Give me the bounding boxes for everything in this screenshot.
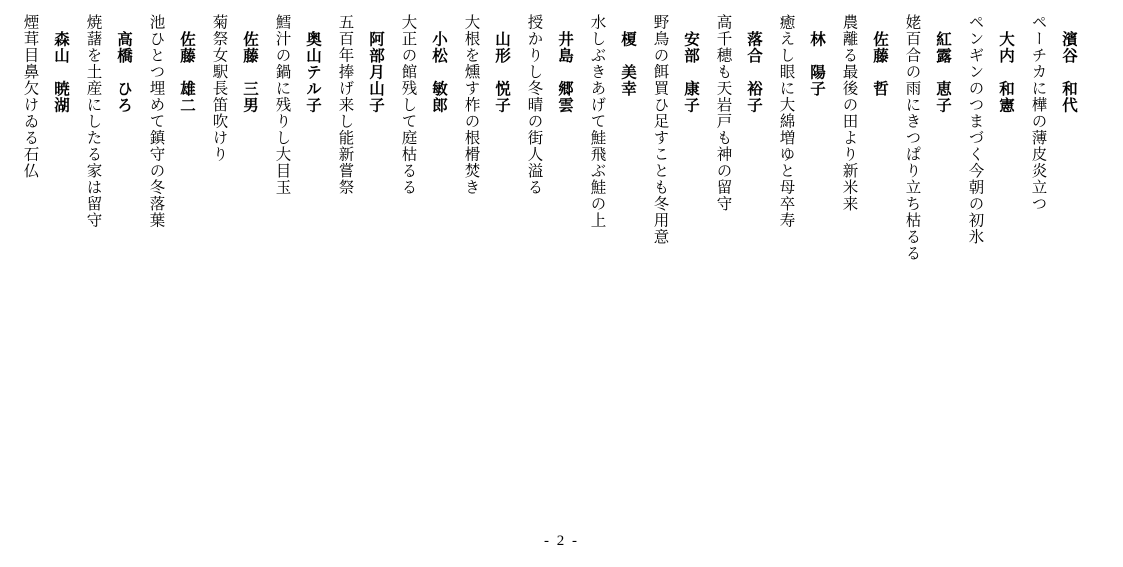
haiku-text: 焼藷を土産にしたる家は留守	[84, 14, 103, 229]
haiku-entry	[455, 14, 518, 514]
author-name: 小松 敏郎	[430, 31, 449, 114]
haiku-text: 野鳥の餌買ひ足すことも冬用意	[651, 14, 670, 245]
author-name: 阿部月山子	[367, 31, 386, 114]
haiku-entry	[1022, 14, 1085, 514]
author-name: 濱谷 和代	[1060, 31, 1079, 114]
haiku-entry	[266, 14, 329, 514]
haiku-entry	[896, 14, 959, 514]
haiku-text: 五百年捧げ来し能新嘗祭	[336, 14, 355, 196]
haiku-text: 煙茸目鼻欠けゐる石仏	[21, 14, 40, 179]
author-name: 佐藤 雄二	[178, 31, 197, 114]
author-name: 林 陽子	[808, 31, 827, 97]
haiku-entry	[833, 14, 896, 514]
page-number: - 2 -	[544, 533, 579, 549]
haiku-entry	[14, 14, 77, 514]
haiku-text: ペーチカに樺の薄皮炎立つ	[1029, 14, 1048, 212]
author-name: 榎 美幸	[619, 31, 638, 97]
author-name: 安部 康子	[682, 31, 701, 114]
author-name: 森山 暁湖	[52, 31, 71, 114]
author-name: 紅露 恵子	[934, 31, 953, 114]
author-name: 大内 和憲	[997, 31, 1016, 114]
author-name: 佐藤 哲	[871, 31, 890, 97]
haiku-entry	[644, 14, 707, 514]
haiku-text: 農離る最後の田より新米来	[840, 14, 859, 212]
haiku-text: ペンギンのつまづく今朝の初氷	[966, 14, 985, 245]
haiku-entry	[329, 14, 392, 514]
haiku-entry	[707, 14, 770, 514]
haiku-text: 菊祭女駅長笛吹けり	[210, 14, 229, 163]
haiku-entry	[518, 14, 581, 514]
author-name: 井島 郷雲	[556, 31, 575, 114]
haiku-text: 鱈汁の鍋に残りし大目玉	[273, 14, 292, 196]
haiku-text: 大根を燻す柞の根榾焚き	[462, 14, 481, 196]
haiku-entry	[581, 14, 644, 514]
haiku-entry	[392, 14, 455, 514]
author-name: 高橋 ひろ	[115, 31, 134, 114]
haiku-text: 水しぶきあげて鮭飛ぶ鮭の上	[588, 14, 607, 229]
haiku-entry	[959, 14, 1022, 514]
haiku-columns	[14, 14, 1085, 514]
haiku-entry	[77, 14, 140, 514]
haiku-entry	[203, 14, 266, 514]
author-name: 奥山テル子	[304, 31, 323, 114]
author-name: 落合 裕子	[745, 31, 764, 114]
haiku-entry	[140, 14, 203, 514]
haiku-text: 大正の館残して庭枯るる	[399, 14, 418, 196]
haiku-text: 授かりし冬晴の街人溢る	[525, 14, 544, 196]
author-name: 佐藤 三男	[241, 31, 260, 114]
haiku-text: 高千穂も天岩戸も神の留守	[714, 14, 733, 212]
author-name: 山形 悦子	[493, 31, 512, 114]
haiku-text: 姥百合の雨にきつぱり立ち枯るる	[903, 14, 922, 262]
haiku-entry	[770, 14, 833, 514]
haiku-text: 癒えし眼に大綿増ゆと母卒寿	[777, 14, 796, 229]
haiku-text: 池ひとつ埋めて鎮守の冬落葉	[147, 14, 166, 229]
